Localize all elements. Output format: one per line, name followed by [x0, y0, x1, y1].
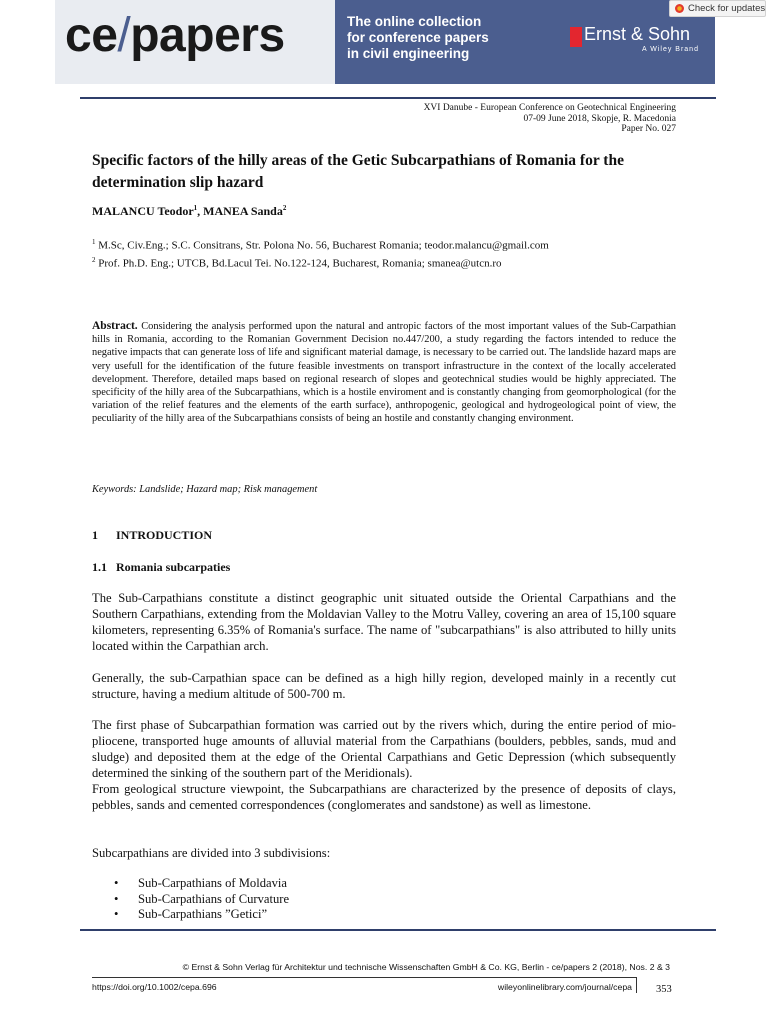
author-2-sup: 2 — [282, 204, 287, 212]
affiliation-1 — [92, 235, 549, 253]
tagline-line-1: The online collection — [347, 14, 482, 29]
list-item-text: Sub-Carpathians ”Getici” — [138, 907, 268, 921]
brand-subtitle: A Wiley Brand — [642, 46, 699, 53]
conference-name: XVI Danube - European Conference on Geotechnical Engineering — [423, 103, 676, 113]
paragraph-4: From geological structure viewpoint, the Subcarpathians are characterized by the presence of deposits of clays, pebbles, sands and cemented correspondences (conglomerates and sandstone) as well as limestone. — [92, 782, 676, 813]
affiliations — [92, 235, 549, 270]
conference-info — [424, 103, 676, 135]
abstract-heading: Abstract. — [92, 320, 138, 332]
author-1: MALANCU Teodor — [92, 204, 194, 218]
header-divider — [80, 97, 716, 99]
footer-rule — [92, 977, 636, 978]
check-for-updates-label: Check for updates — [688, 3, 766, 14]
section-title: INTRODUCTION — [116, 528, 213, 542]
crossmark-icon — [675, 4, 684, 13]
paper-number: Paper No. 027 — [621, 124, 676, 134]
page-number: 353 — [656, 984, 672, 995]
banner-tagline — [347, 14, 547, 62]
section-number: 1 — [92, 528, 98, 542]
cepapers-logo — [65, 8, 285, 64]
ernst-sohn-logo — [570, 22, 705, 62]
brand-name: Ernst & Sohn — [584, 24, 691, 44]
check-for-updates-button[interactable] — [669, 0, 766, 17]
author-separator: , — [197, 204, 204, 218]
paragraph-2: Generally, the sub-Carpathian space can be defined as a high hilly region, developed mainly in a recently cut structure, having a medium altitude of 500-700 m. — [92, 671, 676, 702]
banner-tagline-panel — [335, 0, 715, 84]
list-item — [92, 876, 289, 892]
paper-title: Specific factors of the hilly areas of the Getic Subcarpathians of Romania for the determination slip hazard — [92, 152, 624, 191]
conference-date-location: 07-09 June 2018, Skopje, R. Macedonia — [523, 113, 676, 124]
doi-link[interactable]: https://doi.org/10.1002/cepa.696 — [92, 982, 217, 992]
journal-link[interactable]: wileyonlinelibrary.com/journal/cepa — [497, 982, 632, 992]
tagline-line-2: for conference papers — [347, 30, 489, 45]
logo-slash: / — [117, 9, 131, 62]
subsection-heading — [92, 560, 230, 575]
publisher-banner — [55, 0, 715, 84]
list-item-text: Sub-Carpathians of Curvature — [138, 891, 290, 906]
logo-ce: ce — [65, 9, 118, 62]
paragraph-5: Subcarpathians are divided into 3 subdivisions: — [92, 846, 331, 860]
list-item — [92, 892, 289, 908]
footer-tick — [636, 977, 637, 993]
paragraph-3: The first phase of Subcarpathian formation was carried out by the rivers which, during the entire period of mio-pliocene, transported huge amounts of alluvial material from the Carpathians (boulders, pebbles, sands, mud and sludge) and deposited them at the edge of the Oriental Carpathians and Getic Depression (which subsequently determined the sinking of the southern part of the Meridionals). — [92, 718, 676, 781]
affiliation-1-sup: 1 — [92, 238, 96, 246]
ernst-sohn-mark-icon — [570, 27, 582, 47]
logo-papers: papers — [130, 9, 285, 62]
abstract — [92, 320, 676, 426]
abstract-text: Considering the analysis performed upon the natural and antropic factors of the most important values of the Sub-Carpathian hills in Romania, according to the Romanian Government Decision no.447/200, a study regarding the factors intended to reduce the negative impacts that can generate loss of life and significant material damage, is necessary to be carried out. The landslide hazard maps are very usefull for the identification of the future feasible investments on transport infrastructure in the context of the locally accelerated development. Therefore, detailed maps based on regional research of slopes and geotechnical studies would be highly appreciated. The specificity of the hilly area of the Subcarpathians, which is a hostile enviroment and is constantly changing from geomorphological (for the variation of the relief features and the elements of the earth surface), anthropogenic, geological and hydrogeological point of view, the peculiarity of the hilly area of the Subcarpathians consists of being an hostile and constantly changing environment. — [92, 321, 676, 425]
section-heading-introduction — [92, 528, 212, 543]
affiliation-2-sup: 2 — [92, 255, 96, 264]
author-2: MANEA Sanda — [203, 204, 283, 218]
authors — [92, 204, 286, 219]
paragraph-1: The Sub-Carpathians constitute a distinct geographic unit situated outside the Oriental Carpathians and the Southern Carpathians, extending from the Moldavian Valley to the Motru Valley, covering an area of 15,100 square kilometers, representing 6.35% of Romania's surface. The name of "subcarpathians" is also attributed to hilly units located within the Carpathian arch. — [92, 591, 676, 654]
subdivision-list — [92, 876, 289, 923]
author-1-sup: 1 — [193, 204, 198, 212]
tagline-line-3: in civil engineering — [347, 46, 470, 61]
subsection-title: Romania subcarpaties — [116, 560, 231, 574]
keywords: Keywords: Landslide; Hazard map; Risk management — [92, 484, 318, 495]
affiliation-1-text: M.Sc, Civ.Eng.; S.C. Consitrans, Str. Polona No. 56, Bucharest Romania; teodor.malancu@gmail.com — [95, 239, 549, 252]
affiliation-2-text: Prof. Ph.D. Eng.; UTCB, Bd.Lacul Tei. No.122-124, Bucharest, Romania; smanea@utcn.ro — [95, 257, 502, 270]
bullet-icon: • — [114, 891, 119, 906]
affiliation-2 — [92, 253, 549, 271]
copyright-notice: © Ernst & Sohn Verlag für Architektur und technische Wissenschaften GmbH & Co. KG, Berlin - ce/papers 2 (2018), Nos. 2 & 3 — [182, 962, 670, 972]
list-item — [92, 907, 289, 923]
footer-divider — [80, 929, 716, 931]
bullet-icon: • — [114, 907, 119, 921]
bullet-icon: • — [114, 876, 119, 890]
subsection-number: 1.1 — [92, 560, 107, 574]
list-item-text: Sub-Carpathians of Moldavia — [138, 876, 287, 890]
